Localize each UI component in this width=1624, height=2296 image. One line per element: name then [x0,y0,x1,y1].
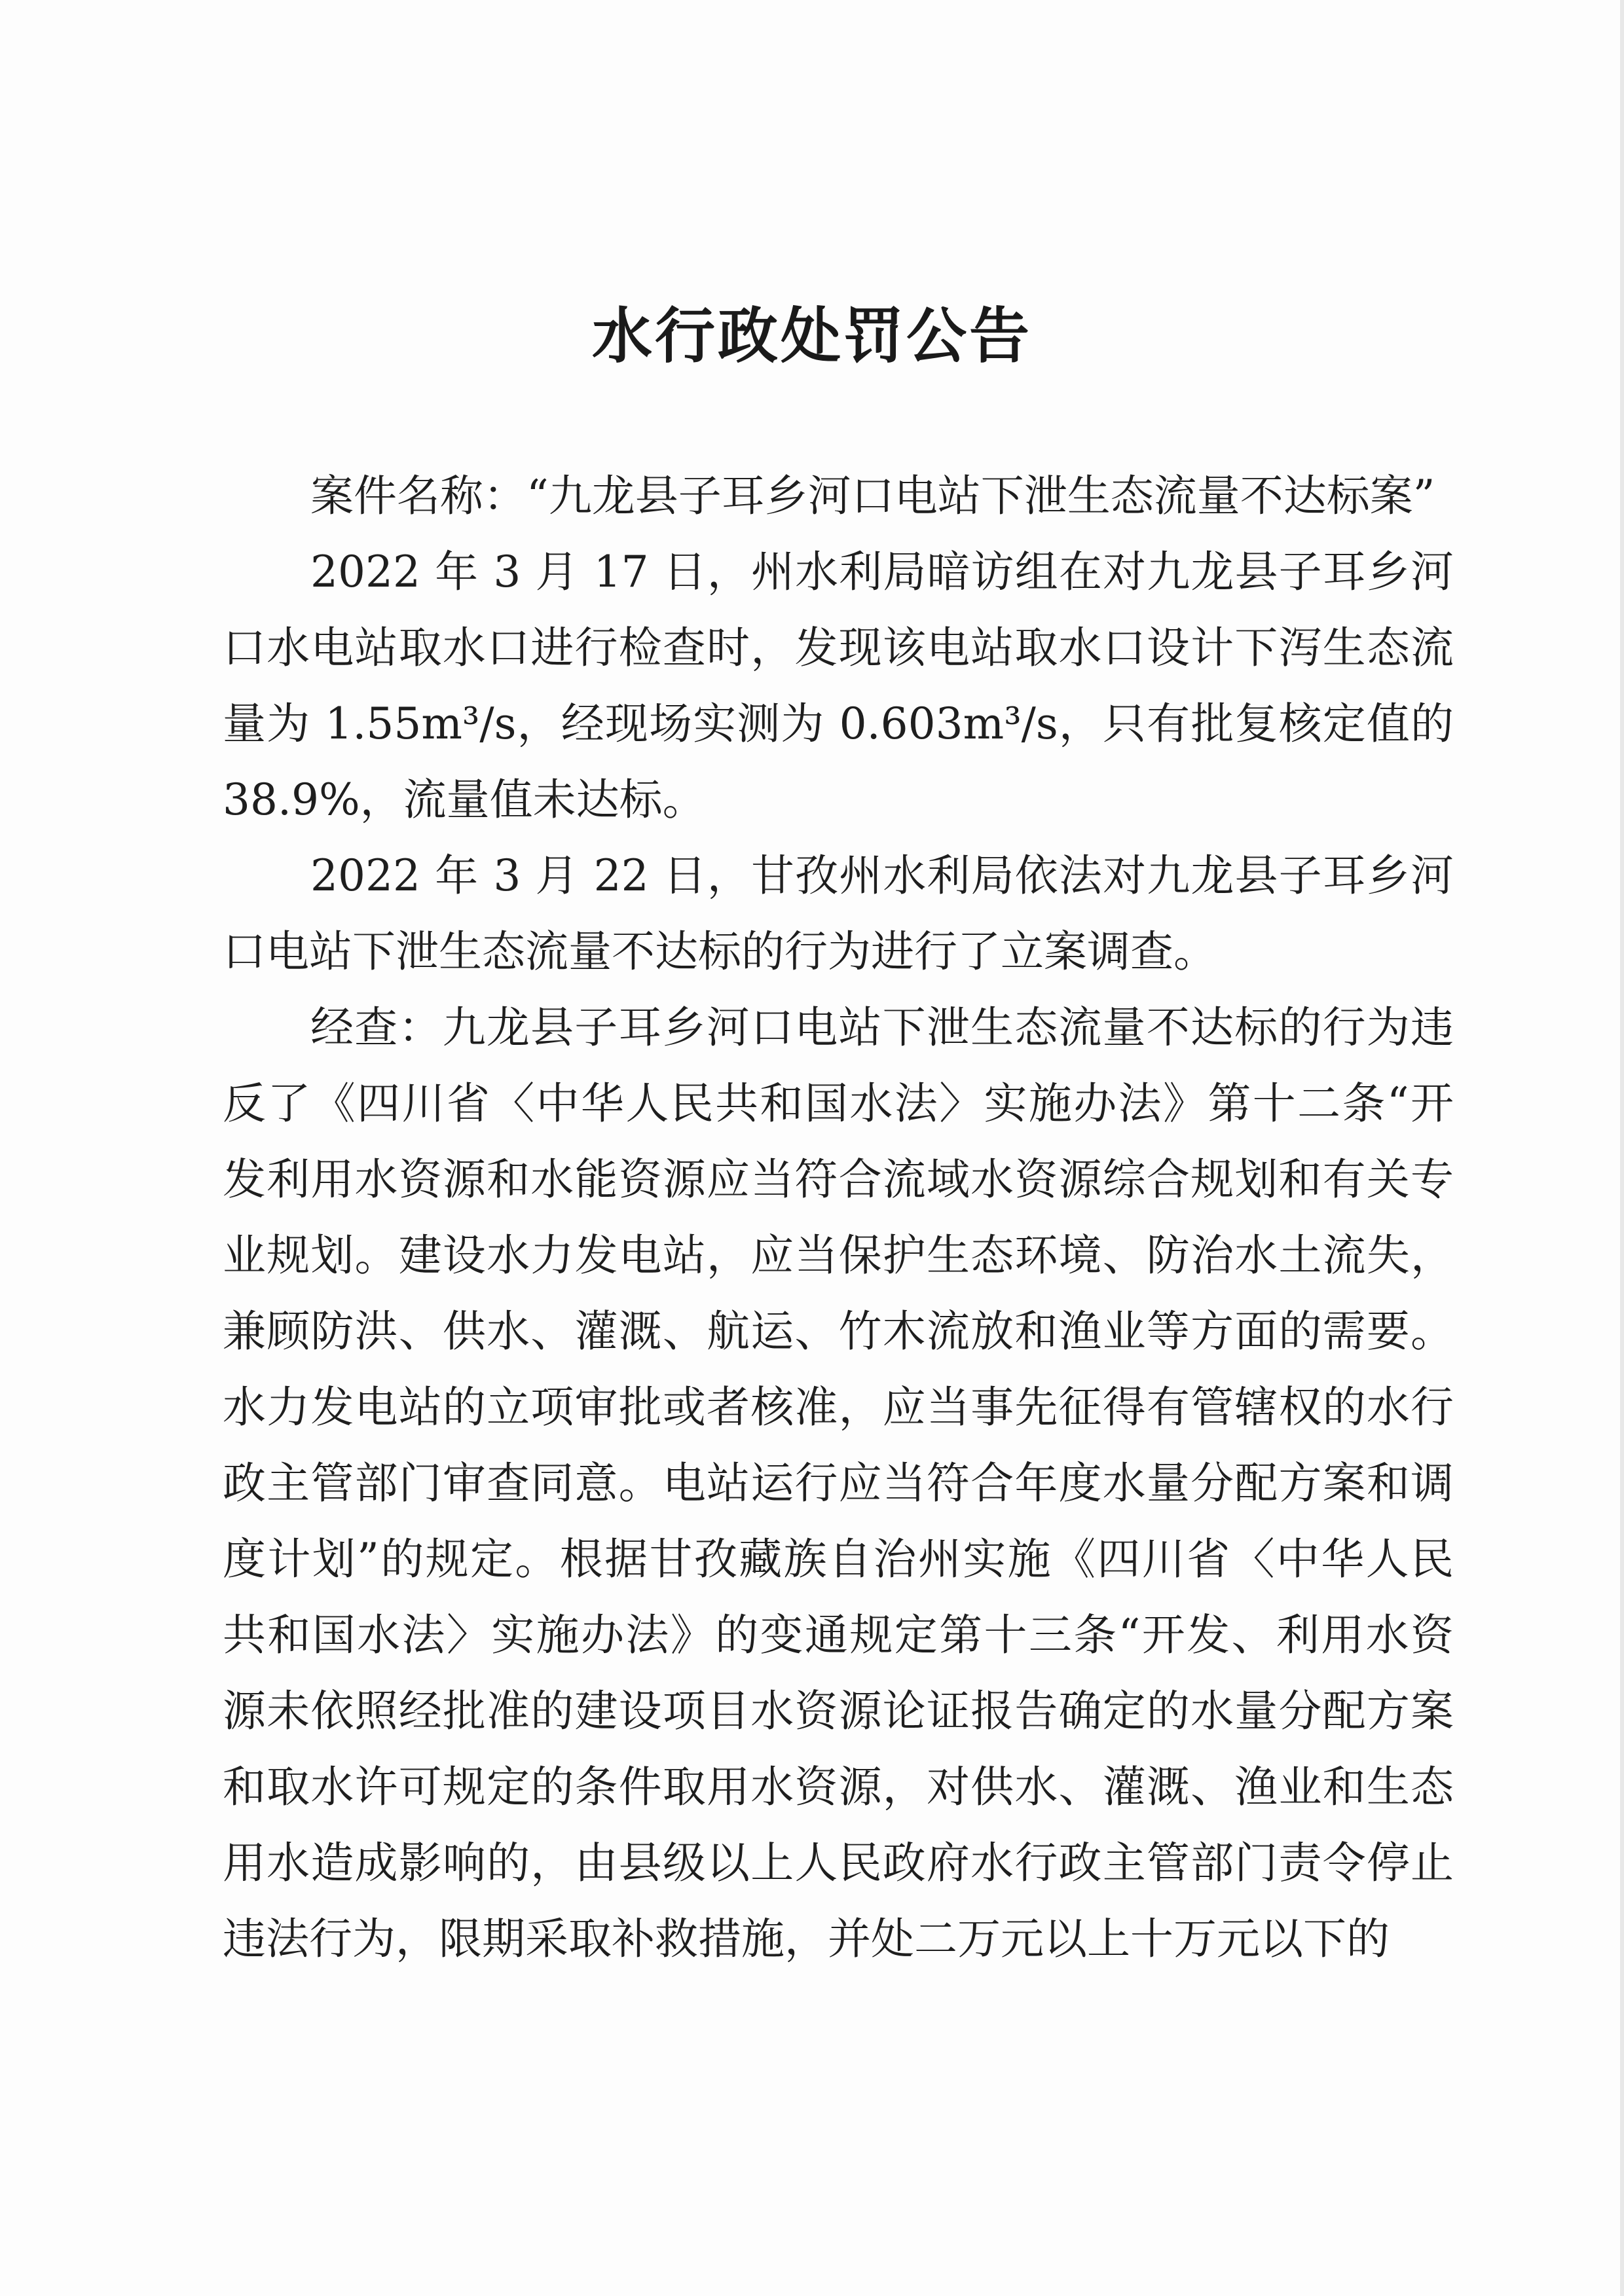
document-body [223,458,1454,1977]
paragraph-inspection: 2022 年 3 月 17 日，州水利局暗访组在对九龙县子耳乡河口水电站取水口进行检查时，发现该电站取水口设计下泻生态流量为 1.55m³/s，经现场实测为 0.603m³/s，只有批复核定值的 38.9%，流量值未达标。 [223,547,1454,825]
document-title: 水行政处罚公告 [591,301,1032,371]
paragraph-investigation: 2022 年 3 月 22 日，甘孜州水利局依法对九龙县子耳乡河口电站下泄生态流量不达标的行为进行了立案调查。 [223,850,1454,977]
paragraph-case-name: 案件名称：“九龙县子耳乡河口电站下泄生态流量不达标案” [310,471,1435,521]
scan-edge-shadow [1620,0,1624,2296]
paragraph-findings: 经查：九龙县子耳乡河口电站下泄生态流量不达标的行为违反了《四川省〈中华人民共和国水法〉实施办法》第十二条“开发利用水资源和水能资源应当符合流域水资源综合规划和有关专业规划。建设水力发电站，应当保护生态环境、防治水土流失，兼顾防洪、供水、灌溉、航运、竹木流放和渔业等方面的需要。水力发电站的立项审批或者核准，应当事先征得有管辖权的水行政主管部门审查同意。电站运行应当符合年度水量分配方案和调度计划”的规定。根据甘孜藏族自治州实施《四川省〈中华人民共和国水法〉实施办法》的变通规定第十三条“开发、利用水资源未依照经批准的建设项目水资源论证报告确定的水量分配方案和取水许可规定的条件取用水资源，对供水、灌溉、渔业和生态用水造成影响的，由县级以上人民政府水行政主管部门责令停止违法行为，限期采取补救措施，并处二万元以上十万元以下的 [223,1002,1454,1964]
